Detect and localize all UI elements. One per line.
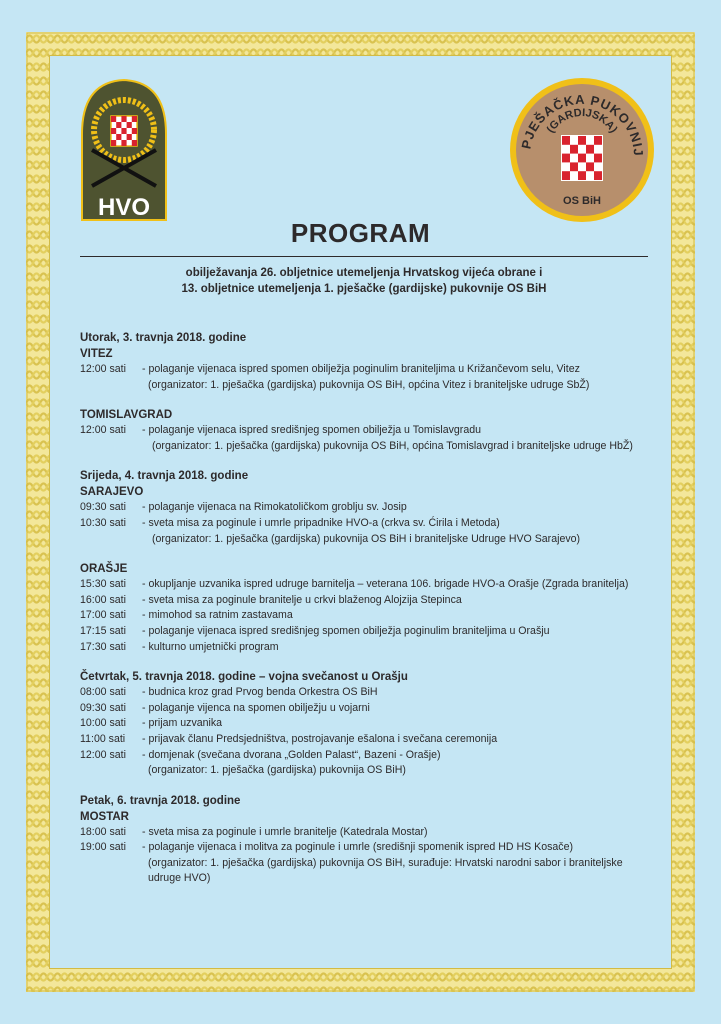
organizer-note: (organizator: 1. pješačka (gardijska) pukovnija OS BiH, surađuje: Hrvatski narodni sabor i braniteljske udruge HVO) [148, 856, 623, 885]
subtitle [80, 265, 648, 297]
event-desc: - polaganje vijenaca ispred središnjeg spomen obilježja poginulim braniteljima u Orašju [142, 624, 550, 637]
section-mostar [80, 793, 680, 887]
event-desc: - kulturno umjetnički program [142, 640, 279, 653]
event-time: 10:00 sati [80, 717, 126, 730]
day-heading: Srijeda, 4. travnja 2018. godine [80, 470, 249, 483]
day-heading: Petak, 6. travnja 2018. godine [80, 794, 241, 807]
event-time: 09:30 sati [80, 701, 126, 714]
subtitle-line: 13. obljetnice utemeljenja 1. pješačke (gardijske) pukovnije OS BiH [181, 283, 547, 295]
event-time: 17:00 sati [80, 609, 126, 622]
schedule-row [80, 640, 680, 656]
day-heading: Utorak, 3. travnja 2018. godine [80, 332, 247, 344]
organizer-note: (organizator: 1. pješačka (gardijska) pukovnija OS BiH i braniteljske Udruge HVO Sarajevo) [152, 532, 581, 545]
place-heading: ORAŠJE [80, 563, 128, 576]
event-time: 10:30 sati [80, 516, 126, 529]
schedule-row [80, 593, 680, 609]
schedule-row [80, 701, 680, 717]
schedule-row [80, 362, 680, 378]
event-desc: - sveta misa za poginule i umrle branitelje (Katedrala Mostar) [142, 825, 428, 838]
section-vitez [80, 330, 680, 393]
place-heading: MOSTAR [80, 810, 129, 823]
regiment-bottom-text: OS BiH [563, 195, 601, 207]
section-orasje [80, 561, 680, 655]
event-time: 17:30 sati [80, 640, 126, 653]
place-heading: VITEZ [80, 348, 113, 360]
regiment-emblem [508, 76, 656, 224]
day-heading: Četvrtak, 5. travnja 2018. godine – vojna svečanost u Orašju [80, 671, 408, 684]
event-time: 12:00 sati [80, 748, 126, 761]
organizer-note: (organizator: 1. pješačka (gardijska) pukovnija OS BiH, općina Tomislavgrad i braniteljske udruge HbŽ) [152, 439, 633, 452]
regiment-arc-text: PJEŠAČKA PUKOVNIJ [518, 91, 647, 157]
subtitle-line: obilježavanja 26. obljetnice utemeljenja Hrvatskog vijeća obrane i [185, 267, 543, 279]
section-tomislavgrad [80, 407, 680, 454]
section-sarajevo [80, 468, 680, 547]
section-orasje-ceremony [80, 669, 680, 779]
regiment-inner-text: (GARDIJSKA) [544, 106, 620, 136]
hvo-logo-text: HVO [97, 194, 151, 221]
hvo-logo [78, 78, 170, 224]
event-time: 09:30 sati [80, 501, 126, 514]
event-time: 11:00 sati [80, 732, 126, 745]
organizer-note: (organizator: 1. pješačka (gardijska) pukovnija OS BiH) [148, 764, 406, 777]
place-heading: TOMISLAVGRAD [80, 409, 173, 422]
schedule-row [80, 608, 680, 624]
schedule-row [80, 423, 680, 439]
event-desc: - mimohod sa ratnim zastavama [142, 609, 293, 622]
program-content [80, 330, 680, 901]
event-time: 15:30 sati [80, 578, 126, 591]
event-desc: - okupljanje uzvanika ispred udruge barnitelja – veterana 106. brigade HVO-a Orašje (Zgrada branitelja) [142, 578, 629, 591]
event-time: 12:00 sati [80, 363, 126, 375]
schedule-row [80, 825, 680, 841]
event-desc: - polaganje vijenaca na Rimokatoličkom groblju sv. Josip [142, 501, 407, 514]
event-desc: - polaganje vijenaca i molitva za poginule i umrle (središnji spomenik ispred HD HS Kosače) [142, 841, 574, 854]
place-heading: SARAJEVO [80, 486, 144, 499]
title-divider [80, 256, 648, 257]
event-time: 18:00 sati [80, 825, 126, 838]
schedule-row [80, 500, 680, 516]
event-time: 17:15 sati [80, 624, 126, 637]
event-desc: - sveta misa za poginule i umrle pripadnike HVO-a (crkva sv. Ćirila i Metoda) [142, 516, 500, 529]
event-desc: - prijavak članu Predsjedništva, postrojavanje ešalona i svečana ceremonija [142, 732, 498, 745]
event-time: 16:00 sati [80, 593, 126, 606]
event-desc: - polaganje vijenaca ispred središnjeg spomen obilježja u Tomislavgradu [142, 424, 481, 437]
schedule-row [80, 624, 680, 640]
event-desc: - prijam uzvanika [142, 717, 223, 730]
schedule-row [80, 716, 680, 732]
schedule-row [80, 516, 680, 532]
organizer-note: (organizator: 1. pješačka (gardijska) pukovnija OS BiH, općina Vitez i braniteljske udruge SbŽ) [148, 378, 590, 391]
event-desc: - polaganje vijenaca ispred spomen obilježja poginulim braniteljima u Križančevom selu, Vitez [142, 363, 580, 375]
schedule-row [80, 577, 680, 593]
page-title: PROGRAM [290, 218, 431, 248]
event-desc: - sveta misa za poginule branitelje u crkvi blaženog Alojzija Stepinca [142, 593, 462, 606]
schedule-row [80, 685, 680, 701]
schedule-row [80, 732, 680, 748]
schedule-row [80, 840, 680, 856]
event-time: 19:00 sati [80, 841, 126, 854]
event-desc: - polaganje vijenca na spomen obilježju u vojarni [142, 701, 370, 714]
event-desc: - domjenak (svečana dvorana „Golden Palast“, Bazeni - Orašje) [142, 748, 441, 761]
event-time: 08:00 sati [80, 686, 126, 699]
event-desc: - budnica kroz grad Prvog benda Orkestra OS BiH [142, 686, 378, 699]
schedule-row [80, 748, 680, 764]
event-time: 12:00 sati [80, 424, 126, 437]
